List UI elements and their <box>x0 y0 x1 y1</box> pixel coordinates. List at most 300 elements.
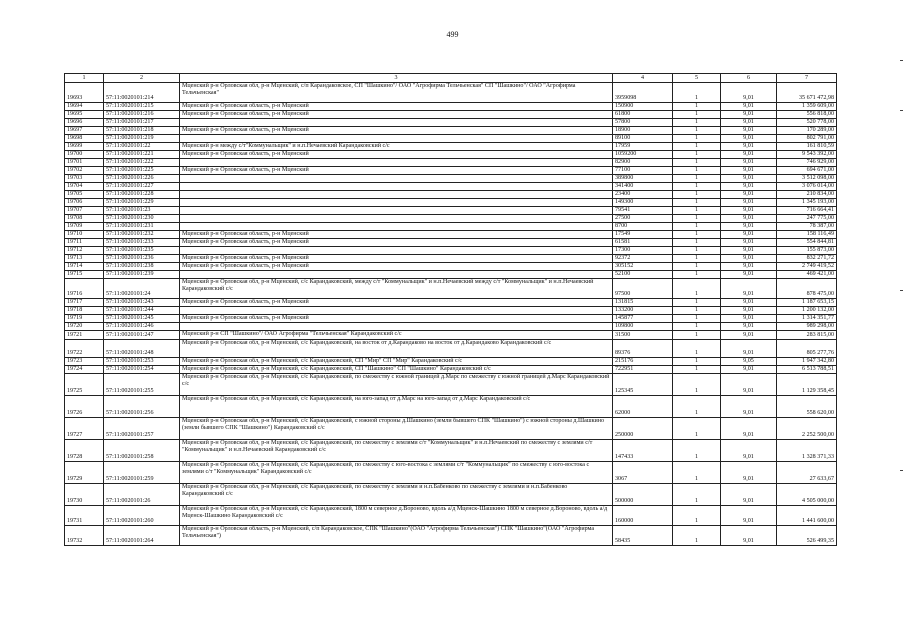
cell-col-6: 9,01 <box>721 526 777 546</box>
cell-col-4: 109800 <box>613 323 673 331</box>
cell-col-4: 18900 <box>613 127 673 135</box>
header-cell-6: 6 <box>721 74 777 83</box>
cell-col-4: 147433 <box>613 440 673 462</box>
cell-col-2: 57:11:0020101:24 <box>104 279 180 299</box>
cell-col-4: 61800 <box>613 111 673 119</box>
table-row <box>65 207 837 215</box>
cell-col-3: Мценский р-н Орловская область, р-н Мценский <box>180 103 613 111</box>
cell-col-1: 19697 <box>65 127 104 135</box>
cell-col-6: 9,01 <box>721 215 777 223</box>
cell-col-2: 57:11:0020101:236 <box>104 255 180 263</box>
cell-col-5: 1 <box>673 247 721 255</box>
cell-col-1: 19711 <box>65 239 104 247</box>
cell-col-2: 57:11:0020101:222 <box>104 159 180 167</box>
cell-col-7: 1 345 193,00 <box>777 199 837 207</box>
table-row <box>65 299 837 307</box>
cell-col-1: 19702 <box>65 167 104 175</box>
cell-col-3: Мценский р-н СП "Шашкино"/ ОАО Агрофирма "Тельчьенская" Карандаковский с/с <box>180 331 613 340</box>
cell-col-1: 19722 <box>65 340 104 358</box>
cell-col-7: 469 421,00 <box>777 271 837 279</box>
cell-col-3: Мценский р-н Орловская область, р-н Мценский <box>180 111 613 119</box>
scan-edge-mark <box>900 110 903 111</box>
cell-col-6: 9,01 <box>721 271 777 279</box>
cell-col-5: 1 <box>673 263 721 271</box>
cell-col-4: 149300 <box>613 199 673 207</box>
cell-col-7: 2 252 500,00 <box>777 418 837 440</box>
cell-col-2: 57:11:0020101:259 <box>104 462 180 484</box>
cell-col-1: 19715 <box>65 271 104 279</box>
cell-col-3: Мценский р-н Орловская обл, р-н Мценский, с/с Карандаковский, 1800 м северное д.Вороново, вдоль а/д Мценск-Шашкино 1800 м северное д.Вороново, вдоль а/д Мценск-Шашкино Карандаковский с/с <box>180 506 613 526</box>
table-row <box>65 83 837 103</box>
cell-col-6: 9,01 <box>721 175 777 183</box>
table-row <box>65 506 837 526</box>
cell-col-5: 1 <box>673 315 721 323</box>
table-row <box>65 440 837 462</box>
cell-col-3 <box>180 271 613 279</box>
cell-col-3: Мценский р-н Орловская область, р-н Мценский <box>180 315 613 323</box>
cell-col-5: 1 <box>673 307 721 315</box>
cell-col-6: 9,01 <box>721 484 777 506</box>
scan-edge-mark <box>900 60 903 61</box>
cell-col-5: 1 <box>673 111 721 119</box>
cell-col-5: 1 <box>673 418 721 440</box>
table-row <box>65 366 837 374</box>
cell-col-5: 1 <box>673 103 721 111</box>
cell-col-1: 19714 <box>65 263 104 271</box>
cell-col-3: Мценский р-н Орловская обл, р-н Мценский, с/с Карандаковский, с южной стороны д.Шашкино (земли бывшего СПК "Шашкино") с южной стороны д.Шашкино (земли бывшего СПК "Шашкино") Карандаковский с/с <box>180 418 613 440</box>
cell-col-6: 9,01 <box>721 307 777 315</box>
cell-col-7: 878 475,00 <box>777 279 837 299</box>
cell-col-3 <box>180 159 613 167</box>
table-row <box>65 396 837 418</box>
table-row <box>65 358 837 366</box>
table-row <box>65 199 837 207</box>
cell-col-1: 19700 <box>65 151 104 159</box>
cell-col-7: 3 076 014,00 <box>777 183 837 191</box>
cell-col-6: 9,01 <box>721 191 777 199</box>
cell-col-5: 1 <box>673 331 721 340</box>
cell-col-5: 1 <box>673 484 721 506</box>
cell-col-5: 1 <box>673 271 721 279</box>
cell-col-2: 57:11:0020101:257 <box>104 418 180 440</box>
cell-col-1: 19728 <box>65 440 104 462</box>
cell-col-6: 9,01 <box>721 83 777 103</box>
cell-col-4: 150900 <box>613 103 673 111</box>
cell-col-3 <box>180 199 613 207</box>
cell-col-7: 1 187 653,15 <box>777 299 837 307</box>
cell-col-3: Мценский р-н Орловская обл, р-н Мценский, с/с Карандаковский, по смежеству с юго-востока с землями с/т "Коммунальщик" по смежеству с юго-востока с землями с/т "Коммунальщик" Карандаковский с/с <box>180 462 613 484</box>
cell-col-7: 1 947 342,80 <box>777 358 837 366</box>
cell-col-4: 27500 <box>613 215 673 223</box>
cell-col-2: 57:11:0020101:221 <box>104 151 180 159</box>
cell-col-3: Мценский р-н Орловская область, р-н Мценский <box>180 299 613 307</box>
cell-col-1: 19719 <box>65 315 104 323</box>
cell-col-7: 3 512 098,00 <box>777 175 837 183</box>
cell-col-4: 250000 <box>613 418 673 440</box>
cell-col-4: 31500 <box>613 331 673 340</box>
cell-col-6: 9,01 <box>721 263 777 271</box>
cell-col-3 <box>180 323 613 331</box>
table-row <box>65 191 837 199</box>
table-row <box>65 151 837 159</box>
table-row <box>65 167 837 175</box>
table-row <box>65 223 837 231</box>
table-row <box>65 239 837 247</box>
table-row <box>65 175 837 183</box>
cell-col-5: 1 <box>673 135 721 143</box>
cell-col-7: 558 620,00 <box>777 396 837 418</box>
table-row <box>65 279 837 299</box>
cell-col-7: 805 277,76 <box>777 340 837 358</box>
header-row <box>65 74 837 83</box>
cell-col-1: 19699 <box>65 143 104 151</box>
cell-col-7: 4 505 000,00 <box>777 484 837 506</box>
header-cell-7: 7 <box>777 74 837 83</box>
cell-col-1: 19703 <box>65 175 104 183</box>
cell-col-2: 57:11:0020101:227 <box>104 183 180 191</box>
cell-col-1: 19731 <box>65 506 104 526</box>
cell-col-4: 57800 <box>613 119 673 127</box>
cell-col-5: 1 <box>673 151 721 159</box>
cell-col-2: 57:11:0020101:218 <box>104 127 180 135</box>
cell-col-6: 9,01 <box>721 119 777 127</box>
cell-col-4: 722951 <box>613 366 673 374</box>
cell-col-2: 57:11:0020101:246 <box>104 323 180 331</box>
cell-col-4: 341400 <box>613 183 673 191</box>
table-row <box>65 526 837 546</box>
cell-col-7: 832 271,72 <box>777 255 837 263</box>
cell-col-6: 9,01 <box>721 374 777 396</box>
cell-col-4: 389800 <box>613 175 673 183</box>
cell-col-1: 19704 <box>65 183 104 191</box>
cell-col-2: 57:11:0020101:230 <box>104 215 180 223</box>
cell-col-3 <box>180 175 613 183</box>
cell-col-2: 57:11:0020101:216 <box>104 111 180 119</box>
cell-col-2: 57:11:0020101:248 <box>104 340 180 358</box>
cell-col-3: Мценский р-н Орловская область, р-н Мценский <box>180 231 613 239</box>
cell-col-5: 1 <box>673 159 721 167</box>
cell-col-6: 9,01 <box>721 135 777 143</box>
cell-col-4: 97500 <box>613 279 673 299</box>
cell-col-1: 19717 <box>65 299 104 307</box>
cell-col-2: 57:11:0020101:235 <box>104 247 180 255</box>
cell-col-5: 1 <box>673 199 721 207</box>
cell-col-3 <box>180 223 613 231</box>
table-row <box>65 103 837 111</box>
cell-col-6: 9,01 <box>721 167 777 175</box>
cell-col-4: 3067 <box>613 462 673 484</box>
cell-col-5: 1 <box>673 119 721 127</box>
cell-col-3: Мценский р-н между с/т"Коммунальщик" и н.п.Нечаевский Карандаковский с/с <box>180 143 613 151</box>
cell-col-1: 19724 <box>65 366 104 374</box>
cell-col-4: 61581 <box>613 239 673 247</box>
cell-col-5: 1 <box>673 207 721 215</box>
cell-col-1: 19694 <box>65 103 104 111</box>
cell-col-1: 19721 <box>65 331 104 340</box>
cell-col-4: 92372 <box>613 255 673 263</box>
cell-col-7: 1 314 351,77 <box>777 315 837 323</box>
cell-col-6: 9,01 <box>721 462 777 484</box>
cell-col-6: 9,01 <box>721 340 777 358</box>
cell-col-6: 9,01 <box>721 331 777 340</box>
cell-col-3: Мценский р-н Орловская обл, р-н Мценский, с/с Карандаковский, СП "Шашкино" СП "Шашкино" Карандаковский с/с <box>180 366 613 374</box>
cell-col-2: 57:11:0020101:255 <box>104 374 180 396</box>
cell-col-5: 1 <box>673 239 721 247</box>
cell-col-4: 145877 <box>613 315 673 323</box>
cell-col-2: 57:11:0020101:217 <box>104 119 180 127</box>
cell-col-7: 1 200 132,00 <box>777 307 837 315</box>
header-cell-4: 4 <box>613 74 673 83</box>
cell-col-4: 82900 <box>613 159 673 167</box>
cell-col-7: 554 844,81 <box>777 239 837 247</box>
cell-col-3 <box>180 215 613 223</box>
cell-col-1: 19713 <box>65 255 104 263</box>
cell-col-1: 19693 <box>65 83 104 103</box>
table-row <box>65 331 837 340</box>
cell-col-3: Мценский р-н Орловская обл, р-н Мценский, с/с Карандаковский, на восток от д.Карандаково на восток от д.Карандаково Карандаковский с/с <box>180 340 613 358</box>
cell-col-6: 9,01 <box>721 239 777 247</box>
cell-col-3: Мценский р-н Орловская обл, р-н Мценский, с/с Карандаковский, на юго-запад от д.Марс на юго-запад от д.Марс Карандаковский с/с <box>180 396 613 418</box>
cell-col-2: 57:11:0020101:229 <box>104 199 180 207</box>
cell-col-7: 247 775,00 <box>777 215 837 223</box>
cell-col-2: 57:11:0020101:233 <box>104 239 180 247</box>
cell-col-7: 1 328 371,33 <box>777 440 837 462</box>
cell-col-5: 1 <box>673 506 721 526</box>
table-row <box>65 127 837 135</box>
table-row <box>65 307 837 315</box>
cell-col-3 <box>180 191 613 199</box>
cell-col-1: 19732 <box>65 526 104 546</box>
cell-col-4: 79541 <box>613 207 673 215</box>
cell-col-6: 9,01 <box>721 299 777 307</box>
cell-col-3: Мценский р-н Орловская область, р-н Мценский <box>180 151 613 159</box>
cell-col-6: 9,01 <box>721 103 777 111</box>
cell-col-1: 19718 <box>65 307 104 315</box>
cell-col-5: 1 <box>673 340 721 358</box>
cell-col-3: Мценский р-н Орловская область, р-н Мценский <box>180 255 613 263</box>
cell-col-6: 9,01 <box>721 207 777 215</box>
land-register-table <box>64 73 837 546</box>
cell-col-1: 19712 <box>65 247 104 255</box>
cell-col-5: 1 <box>673 215 721 223</box>
cell-col-2: 57:11:0020101:232 <box>104 231 180 239</box>
cell-col-6: 9,01 <box>721 506 777 526</box>
cell-col-7: 9 543 392,00 <box>777 151 837 159</box>
cell-col-3: Мценский р-н Орловская область, р-н Мценский <box>180 167 613 175</box>
cell-col-2: 57:11:0020101:264 <box>104 526 180 546</box>
cell-col-4: 23400 <box>613 191 673 199</box>
cell-col-6: 9,01 <box>721 418 777 440</box>
cell-col-2: 57:11:0020101:231 <box>104 223 180 231</box>
cell-col-2: 57:11:0020101:254 <box>104 366 180 374</box>
cell-col-7: 283 815,00 <box>777 331 837 340</box>
table-row <box>65 247 837 255</box>
cell-col-3: Мценский р-н Орловская обл, р-н Мценский, с/с Карандаковский, между с/т "Коммунальщик" и н.п.Нечаевский между с/т "Коммунальщик" и н.п.Нечаевский Карандаковский с/с <box>180 279 613 299</box>
cell-col-6: 9,01 <box>721 255 777 263</box>
cell-col-6: 9,01 <box>721 279 777 299</box>
cell-col-7: 27 633,67 <box>777 462 837 484</box>
scan-edge-mark <box>900 470 903 471</box>
cell-col-3: Мценский р-н Орловская обл, р-н Мценский, с/с Карандаковский, СП "Мир" СП "Мир" Карандаковский с/с <box>180 358 613 366</box>
table-row <box>65 271 837 279</box>
cell-col-2: 57:11:0020101:243 <box>104 299 180 307</box>
cell-col-7: 520 778,00 <box>777 119 837 127</box>
cell-col-7: 1 359 609,00 <box>777 103 837 111</box>
cell-col-2: 57:11:0020101:244 <box>104 307 180 315</box>
page-number: 499 <box>446 30 459 39</box>
cell-col-6: 9,01 <box>721 199 777 207</box>
cell-col-7: 694 671,00 <box>777 167 837 175</box>
cell-col-1: 19723 <box>65 358 104 366</box>
table-row <box>65 159 837 167</box>
cell-col-6: 9,01 <box>721 366 777 374</box>
cell-col-5: 1 <box>673 299 721 307</box>
cell-col-4: 215176 <box>613 358 673 366</box>
cell-col-5: 1 <box>673 358 721 366</box>
table-row <box>65 340 837 358</box>
cell-col-5: 1 <box>673 366 721 374</box>
cell-col-2: 57:11:0020101:228 <box>104 191 180 199</box>
cell-col-6: 9,01 <box>721 315 777 323</box>
cell-col-3 <box>180 207 613 215</box>
cell-col-5: 1 <box>673 127 721 135</box>
cell-col-7: 6 513 788,51 <box>777 366 837 374</box>
cell-col-5: 1 <box>673 323 721 331</box>
table-row <box>65 374 837 396</box>
table-row <box>65 315 837 323</box>
cell-col-4: 77100 <box>613 167 673 175</box>
cell-col-1: 19696 <box>65 119 104 127</box>
cell-col-6: 9,01 <box>721 440 777 462</box>
cell-col-2: 57:11:0020101:239 <box>104 271 180 279</box>
table-row <box>65 418 837 440</box>
cell-col-4: 3959098 <box>613 83 673 103</box>
cell-col-7: 210 834,00 <box>777 191 837 199</box>
cell-col-5: 1 <box>673 440 721 462</box>
cell-col-5: 1 <box>673 396 721 418</box>
cell-col-7: 161 810,59 <box>777 143 837 151</box>
cell-col-7: 155 873,00 <box>777 247 837 255</box>
cell-col-1: 19729 <box>65 462 104 484</box>
cell-col-4: 133200 <box>613 307 673 315</box>
cell-col-3 <box>180 307 613 315</box>
header-cell-5: 5 <box>673 74 721 83</box>
cell-col-1: 19725 <box>65 374 104 396</box>
cell-col-3 <box>180 247 613 255</box>
cell-col-7: 989 298,00 <box>777 323 837 331</box>
header-cell-3: 3 <box>180 74 613 83</box>
cell-col-7: 1 441 600,00 <box>777 506 837 526</box>
table-row <box>65 323 837 331</box>
cell-col-2: 57:11:0020101:256 <box>104 396 180 418</box>
cell-col-2: 57:11:0020101:219 <box>104 135 180 143</box>
cell-col-5: 1 <box>673 462 721 484</box>
table-row <box>65 255 837 263</box>
cell-col-3: Мценский р-н Орловская обл, р-н Мценский, с/п Карандаковское, СП "Шашкино"/ ОАО "Агрофирма Тельчьенская" СП "Шашкино"/ ОАО "Агрофирма Тельчьенская" <box>180 83 613 103</box>
cell-col-5: 1 <box>673 279 721 299</box>
cell-col-2: 57:11:0020101:253 <box>104 358 180 366</box>
table-row <box>65 263 837 271</box>
cell-col-5: 1 <box>673 526 721 546</box>
cell-col-6: 9,01 <box>721 127 777 135</box>
cell-col-1: 19720 <box>65 323 104 331</box>
cell-col-3: Мценский р-н Орловская область, р-н Мценский <box>180 263 613 271</box>
cell-col-7: 78 387,00 <box>777 223 837 231</box>
table-row <box>65 111 837 119</box>
cell-col-4: 1059200 <box>613 151 673 159</box>
cell-col-1: 19716 <box>65 279 104 299</box>
header-cell-2: 2 <box>104 74 180 83</box>
cell-col-7: 802 791,00 <box>777 135 837 143</box>
cell-col-1: 19695 <box>65 111 104 119</box>
cell-col-5: 1 <box>673 183 721 191</box>
cell-col-6: 9,01 <box>721 159 777 167</box>
cell-col-5: 1 <box>673 83 721 103</box>
cell-col-2: 57:11:0020101:23 <box>104 207 180 215</box>
cell-col-6: 9,01 <box>721 223 777 231</box>
cell-col-1: 19705 <box>65 191 104 199</box>
cell-col-7: 526 499,35 <box>777 526 837 546</box>
table-row <box>65 183 837 191</box>
cell-col-6: 9,01 <box>721 323 777 331</box>
cell-col-2: 57:11:0020101:245 <box>104 315 180 323</box>
cell-col-2: 57:11:0020101:22 <box>104 143 180 151</box>
cell-col-4: 125345 <box>613 374 673 396</box>
cell-col-4: 52100 <box>613 271 673 279</box>
cell-col-4: 160000 <box>613 506 673 526</box>
cell-col-1: 19710 <box>65 231 104 239</box>
table-row <box>65 135 837 143</box>
cell-col-3: Мценский р-н Орловская обл, р-н Мценский, с/с Карандаковский, по смежеству с южной границей д.Марс по смежеству с южной границей д.Марс Карандаковский с/с <box>180 374 613 396</box>
cell-col-4: 89100 <box>613 135 673 143</box>
cell-col-6: 9,01 <box>721 143 777 151</box>
cell-col-3: Мценский р-н Орловская область, р-н Мценский <box>180 239 613 247</box>
cell-col-2: 57:11:0020101:258 <box>104 440 180 462</box>
cell-col-4: 305152 <box>613 263 673 271</box>
cell-col-7: 35 671 472,98 <box>777 83 837 103</box>
cell-col-4: 8700 <box>613 223 673 231</box>
cell-col-3 <box>180 119 613 127</box>
table-row <box>65 462 837 484</box>
cell-col-5: 1 <box>673 255 721 263</box>
cell-col-3: Мценский р-н Орловская обл, р-н Мценский, с/с Карандаковский, по смежеству с землями с/т "Коммунальщик" и н.п.Нечаевский по смежеству с землями с/т "Коммунальщик" и н.п.Нечаевский Карандаковский с/с <box>180 440 613 462</box>
cell-col-7: 1 129 358,45 <box>777 374 837 396</box>
cell-col-5: 1 <box>673 223 721 231</box>
cell-col-3 <box>180 135 613 143</box>
cell-col-3: Мценский р-н Орловская область, р-н Мценский <box>180 127 613 135</box>
cell-col-1: 19730 <box>65 484 104 506</box>
cell-col-5: 1 <box>673 143 721 151</box>
cell-col-3 <box>180 183 613 191</box>
cell-col-5: 1 <box>673 231 721 239</box>
cell-col-4: 89376 <box>613 340 673 358</box>
cell-col-4: 500000 <box>613 484 673 506</box>
cell-col-3: Мценский р-н Орловская обл, р-н Мценский, с/с Карандаковский, по смежеству с землями и н.п.Бабенково по смежеству с землями и н.п.Бабенково Карандаковский с/с <box>180 484 613 506</box>
cell-col-1: 19726 <box>65 396 104 418</box>
header-cell-1: 1 <box>65 74 104 83</box>
cell-col-1: 19698 <box>65 135 104 143</box>
cell-col-5: 1 <box>673 175 721 183</box>
scan-edge-mark <box>900 290 903 291</box>
cell-col-1: 19708 <box>65 215 104 223</box>
cell-col-1: 19709 <box>65 223 104 231</box>
cell-col-6: 9,01 <box>721 111 777 119</box>
cell-col-4: 62000 <box>613 396 673 418</box>
table-row <box>65 231 837 239</box>
table-body <box>65 83 837 546</box>
cell-col-4: 17300 <box>613 247 673 255</box>
cell-col-4: 17549 <box>613 231 673 239</box>
